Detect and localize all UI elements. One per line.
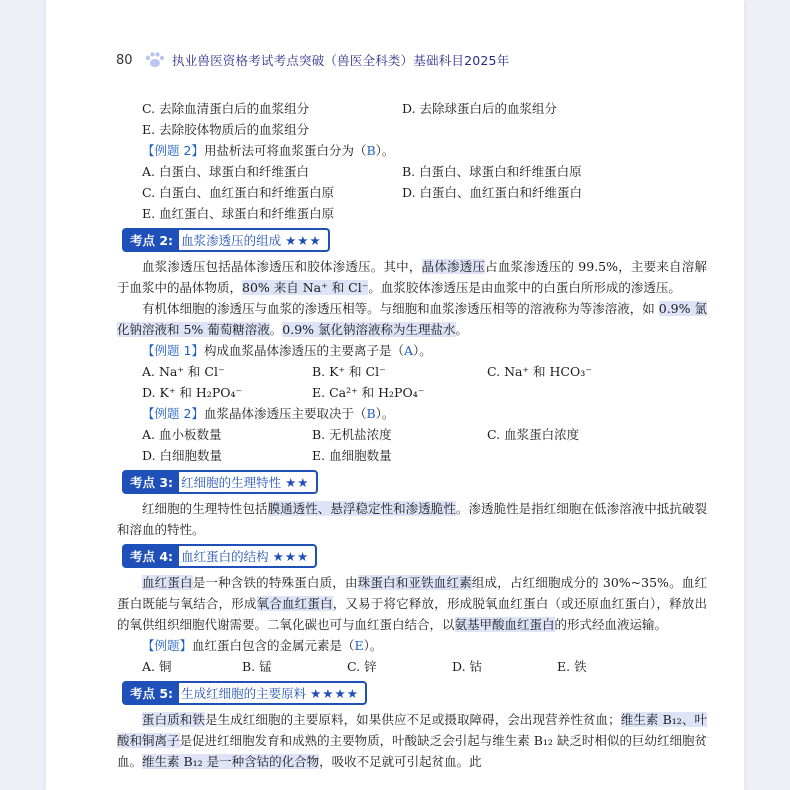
option-row [142,382,712,403]
option: B. K⁺ 和 Cl⁻ [312,364,386,379]
answer: B [366,406,376,421]
text: 占血浆渗透压的 99.5%，主要来自溶解于血浆中的晶体物质， [117,259,707,295]
question-text: 构成血浆晶体渗透压的主要离子是（ [203,343,404,358]
option: E. 去除胶体物质后的血浆组分 [142,122,310,137]
option: A. 铜 [142,659,172,674]
question-end: ）。 [375,406,395,421]
key-point-title: 血浆渗透压的组成 [181,233,282,248]
highlight: 珠蛋白和亚铁血红素 [357,575,472,590]
highlight: 晶体渗透压 [421,259,486,274]
key-point-heading [122,682,712,704]
option: B. 锰 [242,659,272,674]
option-row [142,98,712,119]
example-tag: 【例题 2】 [142,406,204,421]
option: D. 白蛋白、血红蛋白和纤维蛋白 [402,185,583,200]
option: D. 去除球蛋白后的血浆组分 [402,101,558,116]
option-row [142,203,712,224]
key-point-box [122,470,318,494]
page-header [116,50,676,70]
key-point-label: 考点 2: [124,230,179,250]
option: A. 血小板数量 [142,427,222,442]
text: 。渗透脆性是指红细胞在低渗溶液中抵抗破裂和溶血的特性。 [117,501,707,537]
text: ，又易于将它释放，形成脱氧血红蛋白（或还原血红蛋白），释放出的氧供组织细胞代谢需要。二氧化碳也可与血红蛋白结合，以 [117,596,707,632]
highlight: 80% 来自 Na⁺ 和 Cl⁻ [242,280,369,295]
text: 有机体细胞的渗透压与血浆的渗透压相等。与细胞和血浆渗透压相等的溶液称为等渗溶液，如 [142,301,659,316]
example-question [142,340,712,361]
option-row [142,656,712,677]
option: A. 白蛋白、球蛋白和纤维蛋白 [142,164,309,179]
example-tag: 【例题 2】 [142,143,204,158]
question-end: ）。 [412,343,432,358]
highlight: 氨基甲酸血红蛋白 [454,617,555,632]
option: C. 锌 [347,659,377,674]
key-point-label: 考点 3: [124,472,179,492]
key-point-title: 红细胞的生理特性 [181,475,282,490]
book-title: 执业兽医资格考试考点突破（兽医全科类）基础科目2025年 [172,53,510,68]
text: 是促进红细胞发育和成熟的主要物质，叶酸缺乏会引起与维生素 B₁₂ 缺乏时相似的巨幼红细胞贫血。 [117,733,707,769]
example-question [142,635,712,656]
text: ，吸收不足就可引起贫血。此 [319,754,482,769]
option-row [142,182,712,203]
answer: A [403,343,413,358]
key-point-title: 血红蛋白的结构 [181,549,269,564]
highlight: 0.9% 氯化钠溶液称为生理盐水 [282,322,456,337]
option: D. 白细胞数量 [142,448,223,463]
key-point-label: 考点 5: [124,683,179,703]
answer: E [354,638,364,653]
option: C. 血浆蛋白浓度 [487,427,580,442]
highlight: 0.9% 氯化钠溶液和 5% 葡萄糖溶液 [117,301,707,337]
option: B. 白蛋白、球蛋白和纤维蛋白原 [402,164,582,179]
example-tag: 【例题】 [142,638,193,653]
question-text: 用盐析法可将血浆蛋白分为（ [203,143,367,158]
text: 组成，占红细胞成分的 30%~35%。血红蛋白既能与氧结合，形成 [117,575,707,611]
key-point-box [122,228,330,252]
highlight: 维生素 B₁₂、叶酸和铜离子 [117,712,707,748]
key-point-title: 生成红细胞的主要原料 [181,686,307,701]
highlight: 膜通透性、悬浮稳定性和渗透脆性 [267,501,456,516]
star-rating: ★★★ [285,232,322,248]
option: E. 血红蛋白、球蛋白和纤维蛋白原 [142,206,335,221]
question-text: 血红蛋白包含的金属元素是（ [192,638,355,653]
question-end: ）。 [375,143,395,158]
paragraph [117,572,707,635]
paragraph [117,256,707,298]
text: 。血浆胶体渗透压是由血浆中的白蛋白所形成的渗透压。 [368,280,681,295]
book-page [46,0,744,790]
key-point-heading [122,471,712,493]
option: B. 无机盐浓度 [312,427,392,442]
option: E. 血细胞数量 [312,448,392,463]
text: 是生成红细胞的主要原料，如果供应不足或摄取障碍，会出现营养性贫血； [205,712,621,727]
key-point-label: 考点 4: [124,546,179,566]
highlight: 维生素 B₁₂ 是一种含钴的化合物 [142,754,320,769]
text: 红细胞的生理特性包括 [142,501,268,516]
text: 。 [269,322,283,337]
paragraph [117,298,707,340]
example-tag: 【例题 1】 [142,343,204,358]
text: 的形式经血液运输。 [554,617,668,632]
paw-print-icon [144,51,166,69]
option: E. 铁 [557,659,587,674]
example-question [142,403,712,424]
question-text: 血浆晶体渗透压主要取决于（ [203,406,367,421]
question-end: ）。 [363,638,383,653]
highlight: 血红蛋白 [142,575,193,590]
paragraph [117,709,707,772]
option-row [142,445,712,466]
star-rating: ★★★★ [310,685,359,701]
option: A. Na⁺ 和 Cl⁻ [142,364,225,379]
key-point-heading [122,229,712,251]
option: E. Ca²⁺ 和 H₂PO₄⁻ [312,385,425,400]
option-row [142,424,712,445]
text: 是一种含铁的特殊蛋白质，由 [192,575,358,590]
option: C. 去除血清蛋白后的血浆组分 [142,101,310,116]
highlight: 蛋白质和铁 [142,712,205,727]
key-point-box [122,681,367,705]
page-number: 80 [116,52,133,68]
option: D. 钴 [452,659,483,674]
option: D. K⁺ 和 H₂PO₄⁻ [142,385,243,400]
option: C. Na⁺ 和 HCO₃⁻ [487,364,592,379]
text: 血浆渗透压包括晶体渗透压和胶体渗透压。其中， [142,259,422,274]
highlight: 氧合血红蛋白 [256,596,333,611]
text: 。 [455,322,469,337]
option-row [142,161,712,182]
answer: B [366,143,376,158]
example-question [142,140,712,161]
page-content [117,98,712,772]
star-rating: ★★★ [272,548,310,564]
option: C. 白蛋白、血红蛋白和纤维蛋白原 [142,185,335,200]
key-point-box [122,544,317,568]
paragraph [117,498,707,540]
key-point-heading [122,545,712,567]
option-row [142,361,712,382]
star-rating: ★★ [285,474,310,490]
option-row [142,119,712,140]
